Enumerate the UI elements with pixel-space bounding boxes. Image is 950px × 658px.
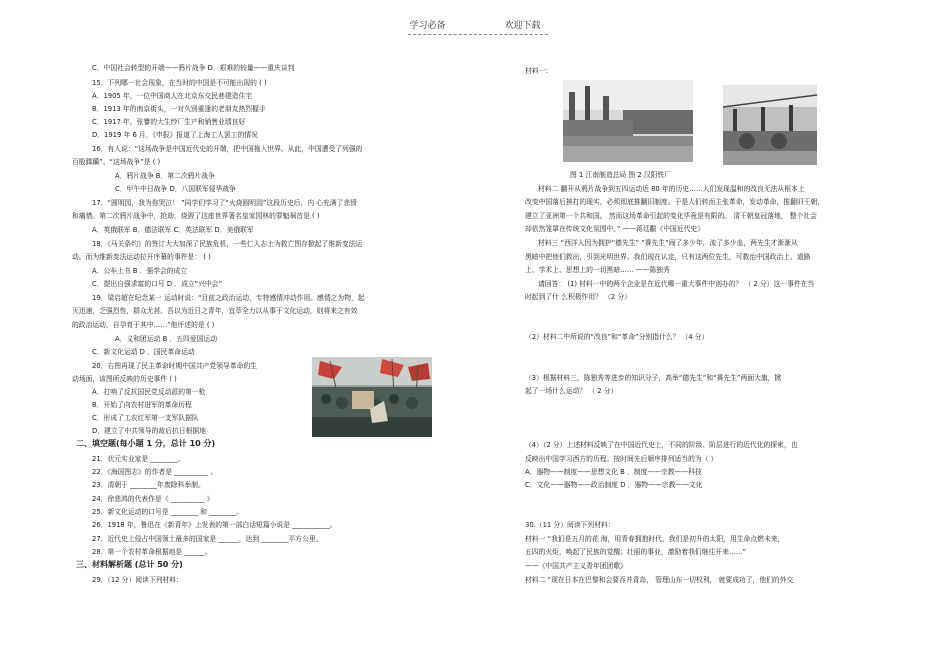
header-right: 欢迎下载 — [504, 21, 541, 31]
section-title: 三、材料解析题 (总计 50 分) — [76, 560, 183, 569]
text-line: 30.（11 分）阅读下列材料： — [525, 521, 615, 529]
text-line: 动场面，该图所反映的历史事件 ( ) — [72, 375, 177, 383]
text-line: A．鸦片战争 B．第二次鸦片战争 — [115, 172, 215, 180]
text-line: 的政治运动，自孕育于其中……”他评述的是 ( ) — [72, 321, 215, 329]
text-line: 请回答： (1) 材料一中的两个企业是在近代哪一重大事件中创办的？ （ 2 分）这一事件在当 — [538, 280, 815, 288]
text-line: A．1905 年，一位中国商人在北京东交民巷建造住宅 — [92, 92, 253, 100]
text-line: 建立了亚洲第一个共和国。 然而这场革命引起的变化毕竟是有限的。 清王朝皇冠落地， 整个社会 — [525, 212, 817, 220]
text-line: （3）根据材料三，陈独秀等进步的知识分子，高举“德先生”和“赛先生”两面大旗，掀 — [525, 374, 782, 382]
text-line: 18．《马关条约》的签订大大加深了民族危机，一些仁人志士为救亡图存掀起了维新变法运 — [92, 240, 363, 248]
text-line: 24．徐悲鸿的代表作是《 __________ 》 — [92, 495, 214, 503]
text-line: B．开始了向农村进军的革命历程 — [92, 401, 192, 409]
text-line: 百般蹂躏”。“这场战争”是 ( ) — [72, 158, 161, 166]
text-line: 25．新文化运动的口号是 ________ 和 ________。 — [92, 508, 244, 516]
header-divider — [408, 34, 548, 35]
text-line: 23．清朝于 ________年废除科举制。 — [92, 481, 205, 489]
text-line: 起了一场什么运动？ （ 2 分） — [525, 387, 618, 395]
text-line: 17．“圆明园，我为你哭泣！ ”同学们学习了“火烧圆明园”这段历史后，内 心充满了悲愤 — [92, 199, 357, 207]
text-line: 和痛惜。第二次鸦片战争中，抢劫、烧毁了这座世界著名皇家园林的罪魁祸首是 ( ) — [72, 212, 320, 220]
text-line: A．器物——制度——思想文化 B ．制度——宗教——科技 — [525, 468, 702, 476]
text-line: 20．右图再现了民主革命时期中国共产党领导革命的生 — [92, 362, 257, 370]
text-line: 黑暗中把他们救出，引到光明世界。我们现在认定，只有这两位先生，可救治中国政治上、道路 — [525, 253, 811, 261]
text-line: A．英俄联军 B．德法联军 C．英法联军 D．美俄联军 — [92, 226, 254, 234]
text-line: 材料一： — [525, 67, 553, 75]
text-line: 却依然笼罩在传统文化氛围中。” ——蒋廷黻《中国近代史》 — [525, 225, 704, 233]
page-header — [0, 22, 950, 31]
text-line: A．公车上书 B ．强学会的成立 — [92, 267, 188, 275]
text-line: 28．第一个农村革命根据地是 ______。 — [92, 548, 212, 556]
text-line: 灭迅速，乏强烈性，群众尤甚。吾以为近日之青年，宜萃全力以从事于文化运动，则将来之有效 — [72, 307, 358, 315]
figure-2-photo — [723, 85, 817, 165]
text-line: B．1913 年的南京街头，一对久别重逢的老朋友热烈握手 — [92, 105, 266, 113]
text-line: 材料二 “现在日本在巴黎和会要吞并青岛， 管理山东一切权利， 就要成功了，他们的外交 — [525, 576, 794, 584]
text-line: C．1917 年，张謇的大生纱厂生产和销售业绩良好 — [92, 118, 246, 126]
text-line: 21．状元实业家是 ________。 — [92, 455, 185, 463]
text-line: 材料一 “我们是五月的花 海，用青春拥抱时代，我们是初升的太阳，用生命点燃未来， — [525, 535, 785, 543]
text-line: A．打响了反抗国民党反动派的第一枪 — [92, 388, 206, 396]
text-line: A．义和团运动 B ．五四爱国运动 — [115, 335, 217, 343]
text-line: ——《中国共产主义青年团团歌》 — [525, 562, 627, 570]
text-line: 反映出中国学习西方的历程。按时间先后顺序排列适当的为（ ） — [525, 455, 718, 463]
text-line: D．1919 年 6 月，《申报》报道了上海工人罢工的情况 — [92, 131, 258, 139]
text-line: （4）（2 分）上述材料反映了在中国近代史上，不同的阶级、阶层进行的近代化的探索，也 — [525, 441, 798, 449]
text-line: C．中国社会转型的开端——鸦片战争 D．艰难的较量——重庆谈判 — [92, 64, 295, 72]
text-line: 改变中国落后挨打的现实，必须彻底推翻旧制度。于是人们转而主张革命，发动革命，推翻旧王朝， — [525, 198, 825, 206]
text-line: 26．1918 年，鲁迅在《新青年》上发表的第一部白话短篇小说是 ___________。 — [92, 521, 337, 529]
text-line: 动。而为维新变法运动拉开序幕的事件是： ( ) — [72, 253, 211, 261]
text-line: 15．下列哪一社会现象，在当时的中国是不可能出现的 ( ) — [92, 79, 267, 87]
text-line: 材料三 “西洋人因为拥护“德先生” “赛先生”闹了多少年，流了多少血，两先生才渐渐从 — [538, 239, 798, 247]
text-line: C．提出自强求富的口号 D ．成立“兴中会” — [92, 280, 223, 288]
text-line: C．新文化运动 D ．国民革命运动 — [92, 348, 195, 356]
text-line: 时起到了什 么积极作用？ （2 分） — [525, 293, 631, 301]
text-line: 27．近代史上侵占中国领土最多的国家是 ______，达到 ________平方公里。 — [92, 535, 323, 543]
text-line: 19．梁启超在纪念某一 运动时说：“目前之政治运动，专特感情冲动作用。感情之为物，起 — [92, 294, 365, 302]
figure-captions: 图 1 江南制造总局 图 2 汉阳铁厂 — [570, 171, 672, 179]
text-line: C．甲午中日战争 D．八国联军侵华战争 — [115, 185, 236, 193]
text-line: 22．《海国图志》的作者是 __________ 。 — [92, 468, 218, 476]
header-left: 学习必备 — [409, 21, 446, 31]
text-line: C．形成了工农红军第一支军队据队 — [92, 414, 199, 422]
text-line: （2）材料二中所说的“改良”和“革命”分别指什么？ （4 分） — [525, 333, 709, 341]
text-line: 29．（12 分）阅读下列材料： — [92, 576, 183, 584]
text-line: 材料二 翻开从鸦片战争到五四运动近 80 年的历史……人们发现温和的改良无法从根本上 — [538, 185, 805, 193]
text-line: 五四的火炬，唤起了民族的觉醒；壮丽的事业，激励着我们继往开来……” — [525, 548, 747, 556]
text-line: C．文化——器物——政治制度 D ．器物——宗教——文化 — [525, 481, 703, 489]
text-line: D．建立了中共领导的敌后抗日根据地 — [92, 427, 206, 435]
text-line: 上、学术上、思想上的一切黑暗…… ——陈独秀 — [525, 266, 670, 274]
revolution-photo — [312, 357, 432, 437]
section-title: 二、填空题(每小题 1 分，总计 10 分) — [76, 439, 216, 448]
figure-1-photo — [563, 80, 693, 162]
text-line: 16．有人说：“这场战争是中国近代史的开端，把中国拖入世界。从此，中国遭受了列强的 — [92, 145, 363, 153]
